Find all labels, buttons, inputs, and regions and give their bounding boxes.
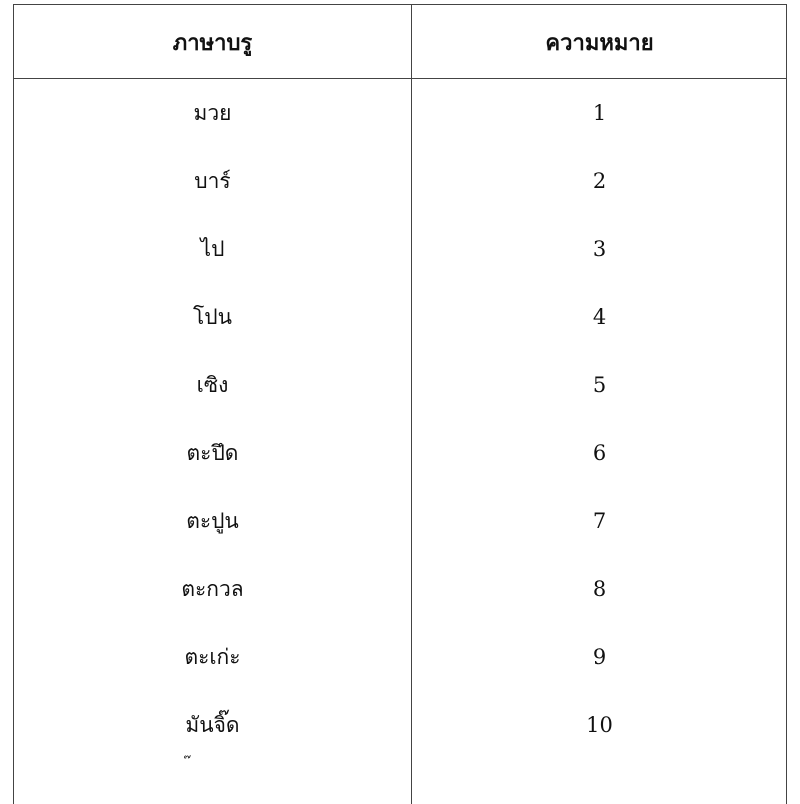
table-row: [14, 691, 786, 759]
vocabulary-table: [13, 4, 787, 804]
table-row: [14, 419, 786, 487]
header-thai-bru: ภาษาบรู: [172, 29, 253, 56]
table-row: [14, 147, 786, 215]
table-row: [14, 623, 786, 691]
meaning-cell: 2: [592, 169, 607, 193]
meaning-cell: 3: [592, 237, 607, 261]
word-cell: มันจิ๊ด: [185, 712, 240, 737]
meaning-cell: 1: [592, 101, 607, 125]
word-cell: บาร์: [194, 168, 231, 193]
meaning-cell: 8: [592, 577, 607, 601]
table-row: [14, 283, 786, 351]
table-row: [14, 215, 786, 283]
meaning-cell: 6: [592, 441, 607, 465]
table-row: [14, 351, 786, 419]
meaning-cell: 4: [592, 305, 607, 329]
table-row: [14, 487, 786, 555]
table-row: [14, 555, 786, 623]
word-cell: เซิง: [196, 372, 229, 397]
meaning-cell: 10: [586, 713, 613, 737]
table-body: [14, 79, 786, 759]
word-cell: ตะปึด: [186, 440, 239, 465]
word-cell: โปน: [193, 304, 232, 329]
header-meaning: ความหมาย: [545, 29, 654, 56]
table-row: [14, 79, 786, 147]
table-header-row: [14, 5, 786, 79]
meaning-cell: 7: [592, 509, 607, 533]
word-cell: ตะกวล: [181, 576, 244, 601]
word-cell: มวย: [193, 100, 232, 125]
word-cell: ไป: [200, 236, 225, 261]
word-cell: ตะเก่ะ: [184, 644, 241, 669]
word-cell: ตะปูน: [186, 508, 239, 533]
meaning-cell: 9: [592, 645, 607, 669]
meaning-cell: 5: [592, 373, 607, 397]
